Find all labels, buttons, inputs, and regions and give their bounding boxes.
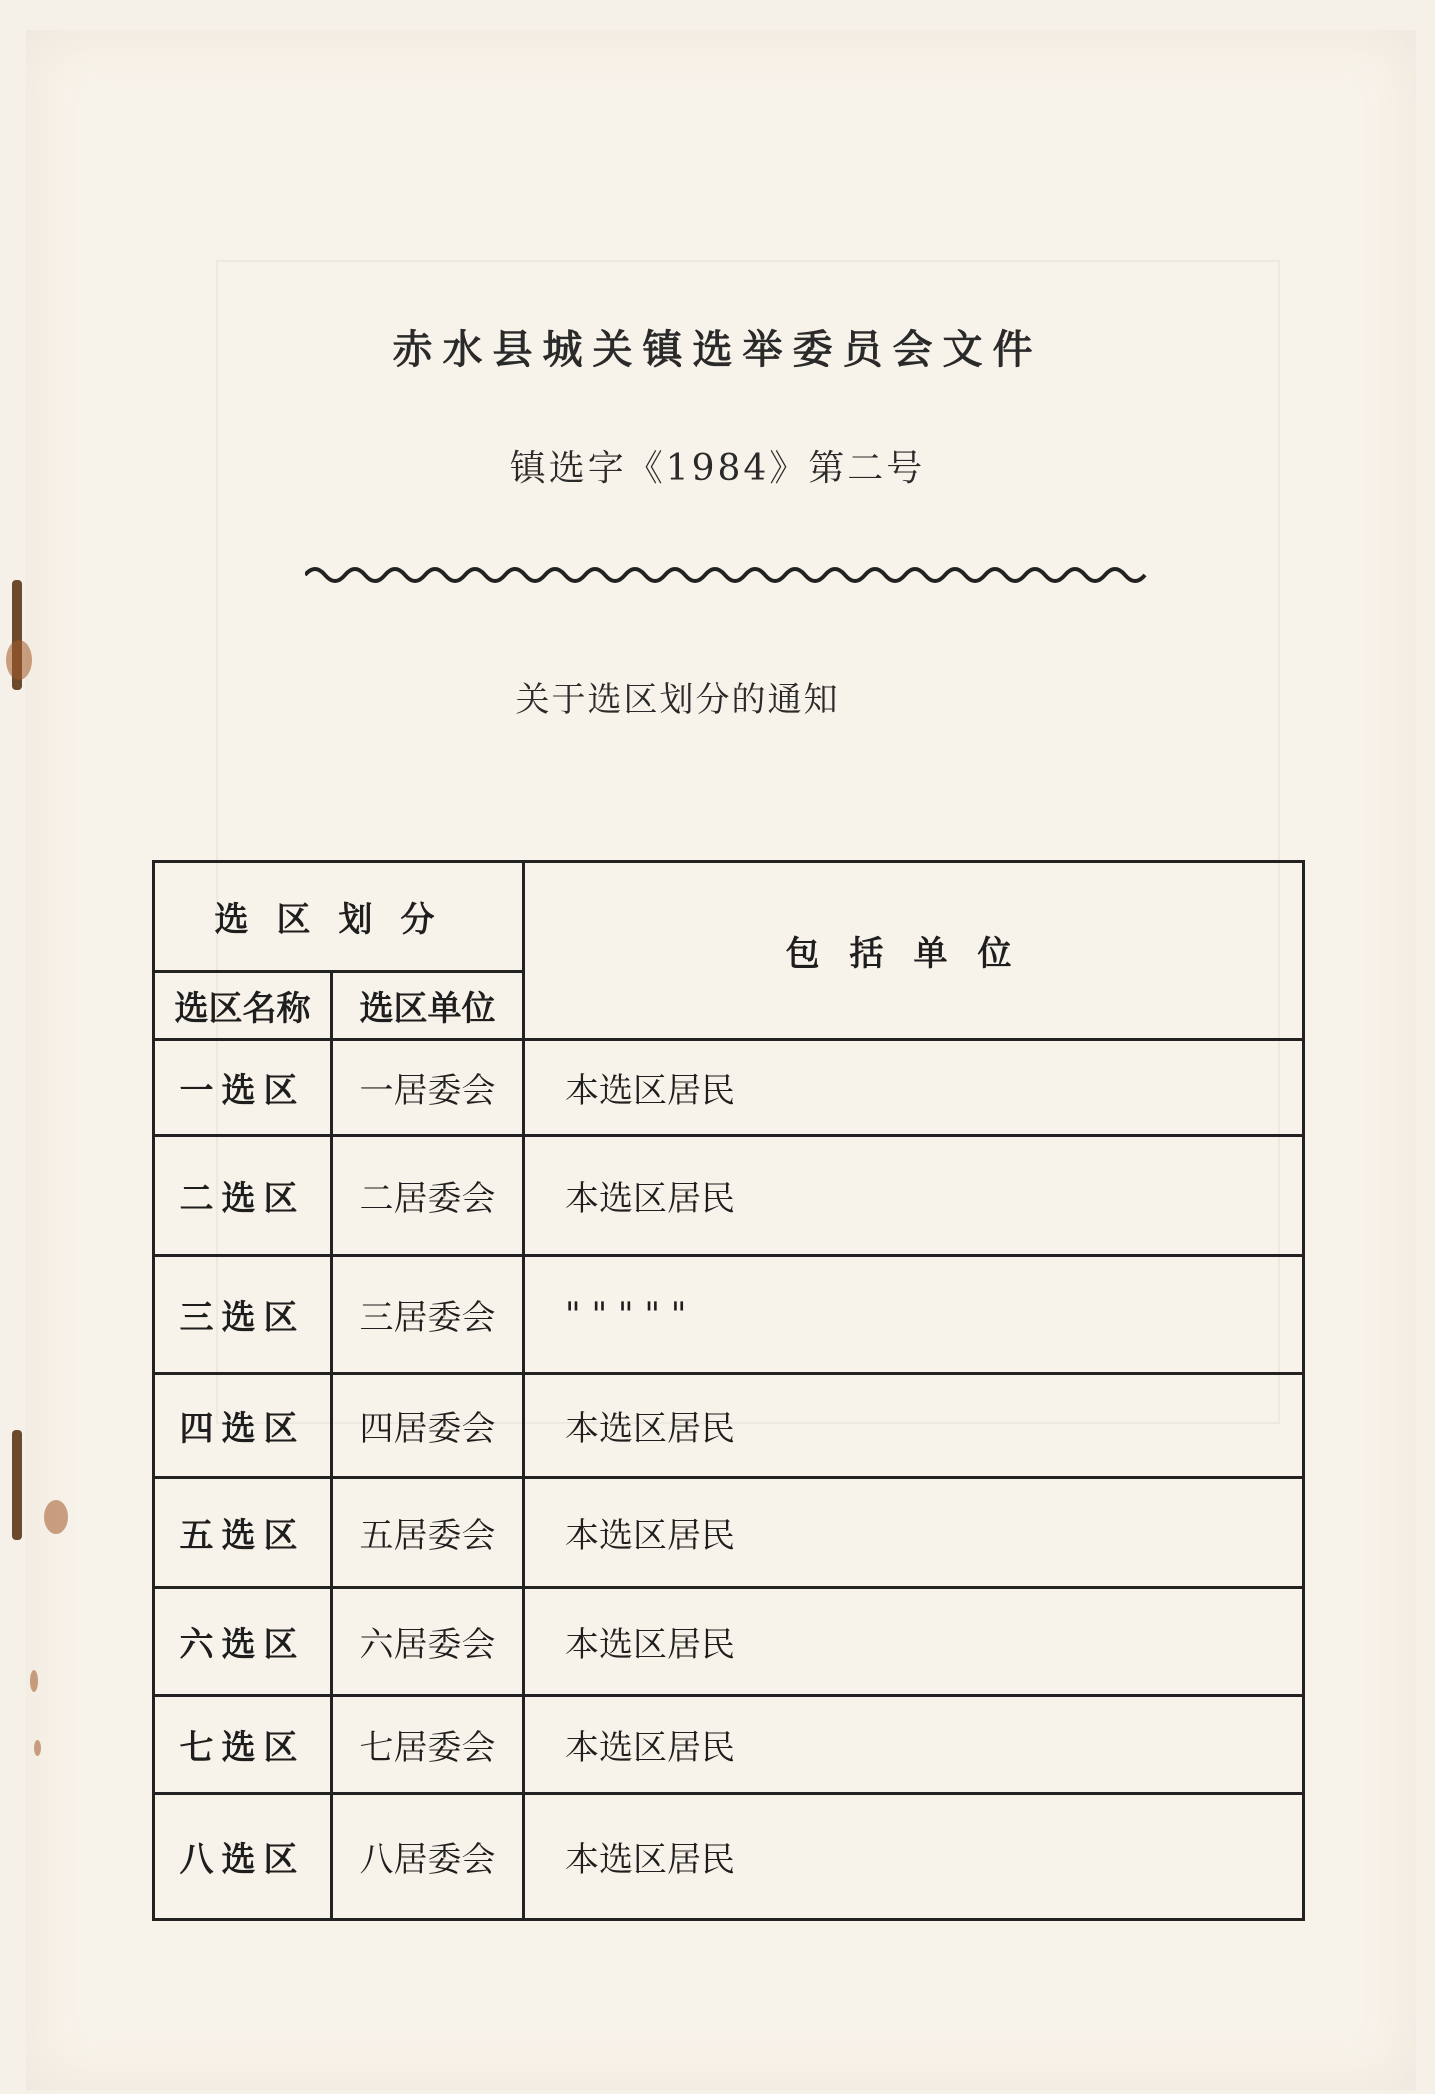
header-unit: 选区单位: [332, 972, 524, 1040]
table-row: [154, 1588, 1304, 1696]
header-name: 选区名称: [154, 972, 332, 1040]
district-name: 一选区: [154, 1040, 332, 1136]
district-included: 本选区居民: [524, 1696, 1304, 1794]
district-name: 五选区: [154, 1478, 332, 1588]
table-row: [154, 1374, 1304, 1478]
rust-spot: [30, 1670, 38, 1692]
wavy-divider: [305, 560, 1155, 590]
district-included: 本选区居民: [524, 1478, 1304, 1588]
district-table: [152, 860, 1305, 1921]
district-unit: 六居委会: [332, 1588, 524, 1696]
district-name: 六选区: [154, 1588, 332, 1696]
notice-subject: 关于选区划分的通知: [515, 680, 840, 720]
header-division: 选区划分: [154, 862, 524, 972]
district-included: 本选区居民: [524, 1588, 1304, 1696]
district-included: 本选区居民: [524, 1794, 1304, 1920]
table-row: [154, 1696, 1304, 1794]
district-included: 本选区居民: [524, 1040, 1304, 1136]
district-unit: 五居委会: [332, 1478, 524, 1588]
district-included: " " " " ": [524, 1256, 1304, 1374]
rust-stain-bottom: [44, 1500, 68, 1534]
district-unit: 八居委会: [332, 1794, 524, 1920]
header-included: 包括单位: [524, 862, 1304, 1040]
district-name: 八选区: [154, 1794, 332, 1920]
district-name: 二选区: [154, 1136, 332, 1256]
document-title: 赤水县城关镇选举委员会文件: [392, 326, 1043, 373]
district-unit: 一居委会: [332, 1040, 524, 1136]
document-number: 镇选字《1984》第二号: [509, 448, 926, 489]
district-name: 三选区: [154, 1256, 332, 1374]
table-row: [154, 1136, 1304, 1256]
district-unit: 三居委会: [332, 1256, 524, 1374]
table-row: [154, 1040, 1304, 1136]
district-unit: 二居委会: [332, 1136, 524, 1256]
rust-spot-2: [34, 1740, 41, 1756]
district-unit: 七居委会: [332, 1696, 524, 1794]
district-name: 四选区: [154, 1374, 332, 1478]
staple-mark-bottom: [12, 1430, 22, 1540]
district-included: 本选区居民: [524, 1136, 1304, 1256]
table-row: [154, 1478, 1304, 1588]
table-row: [154, 1256, 1304, 1374]
table-row: [154, 1794, 1304, 1920]
district-name: 七选区: [154, 1696, 332, 1794]
district-unit: 四居委会: [332, 1374, 524, 1478]
district-included: 本选区居民: [524, 1374, 1304, 1478]
